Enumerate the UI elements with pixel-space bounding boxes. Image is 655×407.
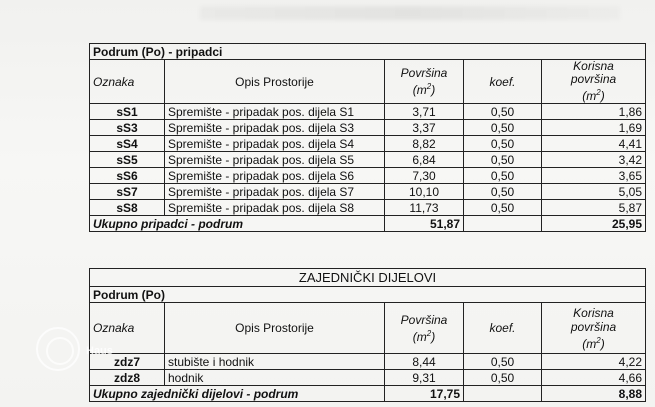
cell-oznaka: sS1 — [90, 104, 165, 120]
cell-povrsina: 3,71 — [385, 104, 464, 120]
table-row — [90, 136, 646, 152]
header-opis: Opis Prostorije — [165, 60, 385, 104]
cell-korisna: 4,22 — [542, 354, 646, 370]
table-row — [90, 152, 646, 168]
cell-povrsina: 10,10 — [385, 184, 464, 200]
header-koef: koef. — [464, 303, 542, 354]
cell-opis: Spremište - pripadak pos. dijela S3 — [165, 120, 385, 136]
table-row — [90, 104, 646, 120]
table-row — [90, 120, 646, 136]
cell-opis: Spremište - pripadak pos. dijela S5 — [165, 152, 385, 168]
cell-opis: Spremište - pripadak pos. dijela S1 — [165, 104, 385, 120]
cell-povrsina: 9,31 — [385, 370, 464, 386]
cell-korisna: 3,65 — [542, 168, 646, 184]
header-oznaka: Oznaka — [90, 60, 165, 104]
cell-korisna: 4,66 — [542, 370, 646, 386]
total-korisna: 25,95 — [542, 216, 646, 232]
cell-opis: hodnik — [165, 370, 385, 386]
cell-povrsina: 8,82 — [385, 136, 464, 152]
cell-korisna: 5,05 — [542, 184, 646, 200]
cell-korisna: 5,87 — [542, 200, 646, 216]
watermark-logo-icon — [36, 327, 80, 371]
total-koef — [464, 216, 542, 232]
pripadci-table — [89, 43, 646, 232]
cell-koef: 0,50 — [464, 200, 542, 216]
cell-opis: Spremište - pripadak pos. dijela S7 — [165, 184, 385, 200]
cell-oznaka: sS3 — [90, 120, 165, 136]
total-povrsina: 17,75 — [385, 386, 464, 402]
cell-koef: 0,50 — [464, 168, 542, 184]
table-title: Podrum (Po) - pripadci — [90, 44, 646, 60]
zajednicki-dijelovi-table — [89, 268, 646, 402]
cell-korisna: 1,86 — [542, 104, 646, 120]
cell-koef: 0,50 — [464, 370, 542, 386]
total-korisna: 8,88 — [542, 386, 646, 402]
total-label: Ukupno pripadci - podrum — [90, 216, 385, 232]
cell-opis: Spremište - pripadak pos. dijela S6 — [165, 168, 385, 184]
cell-oznaka: sS5 — [90, 152, 165, 168]
cell-koef: 0,50 — [464, 104, 542, 120]
cell-koef: 0,50 — [464, 120, 542, 136]
section-title: ZAJEDNIČKI DIJELOVI — [90, 269, 646, 287]
cell-koef: 0,50 — [464, 184, 542, 200]
cell-oznaka: sS8 — [90, 200, 165, 216]
table-row — [90, 370, 646, 386]
cell-koef: 0,50 — [464, 152, 542, 168]
cell-opis: Spremište - pripadak pos. dijela S8 — [165, 200, 385, 216]
table-row — [90, 354, 646, 370]
cell-koef: 0,50 — [464, 136, 542, 152]
table-row — [90, 184, 646, 200]
header-koef: koef. — [464, 60, 542, 104]
cell-povrsina: 3,37 — [385, 120, 464, 136]
watermark-text: Haus — [86, 345, 113, 357]
faded-header-text — [200, 6, 620, 20]
header-opis: Opis Prostorije — [165, 303, 385, 354]
cell-povrsina: 6,84 — [385, 152, 464, 168]
cell-korisna: 1,69 — [542, 120, 646, 136]
table-row — [90, 200, 646, 216]
table-row — [90, 168, 646, 184]
cell-opis: Spremište - pripadak pos. dijela S4 — [165, 136, 385, 152]
cell-oznaka: zdz8 — [90, 370, 165, 386]
header-povrsina: Površina $(m^2)$ — [385, 303, 464, 354]
total-label: Ukupno zajednički dijelovi - podrum — [90, 386, 385, 402]
cell-povrsina: 8,44 — [385, 354, 464, 370]
header-oznaka: Oznaka — [90, 303, 165, 354]
table-title: Podrum (Po) — [90, 287, 646, 303]
cell-korisna: 4,41 — [542, 136, 646, 152]
cell-koef: 0,50 — [464, 354, 542, 370]
cell-povrsina: 11,73 — [385, 200, 464, 216]
cell-opis: stubište i hodnik — [165, 354, 385, 370]
cell-oznaka: sS6 — [90, 168, 165, 184]
cell-povrsina: 7,30 — [385, 168, 464, 184]
cell-korisna: 3,42 — [542, 152, 646, 168]
cell-oznaka: zdz7 — [90, 354, 165, 370]
total-koef — [464, 386, 542, 402]
header-korisna: Korisna površina $(m^2)$ — [542, 303, 646, 354]
cell-oznaka: sS4 — [90, 136, 165, 152]
header-korisna: Korisna površina $(m^2)$ — [542, 60, 646, 104]
header-povrsina: Površina $(m^2)$ — [385, 60, 464, 104]
total-povrsina: 51,87 — [385, 216, 464, 232]
cell-oznaka: sS7 — [90, 184, 165, 200]
